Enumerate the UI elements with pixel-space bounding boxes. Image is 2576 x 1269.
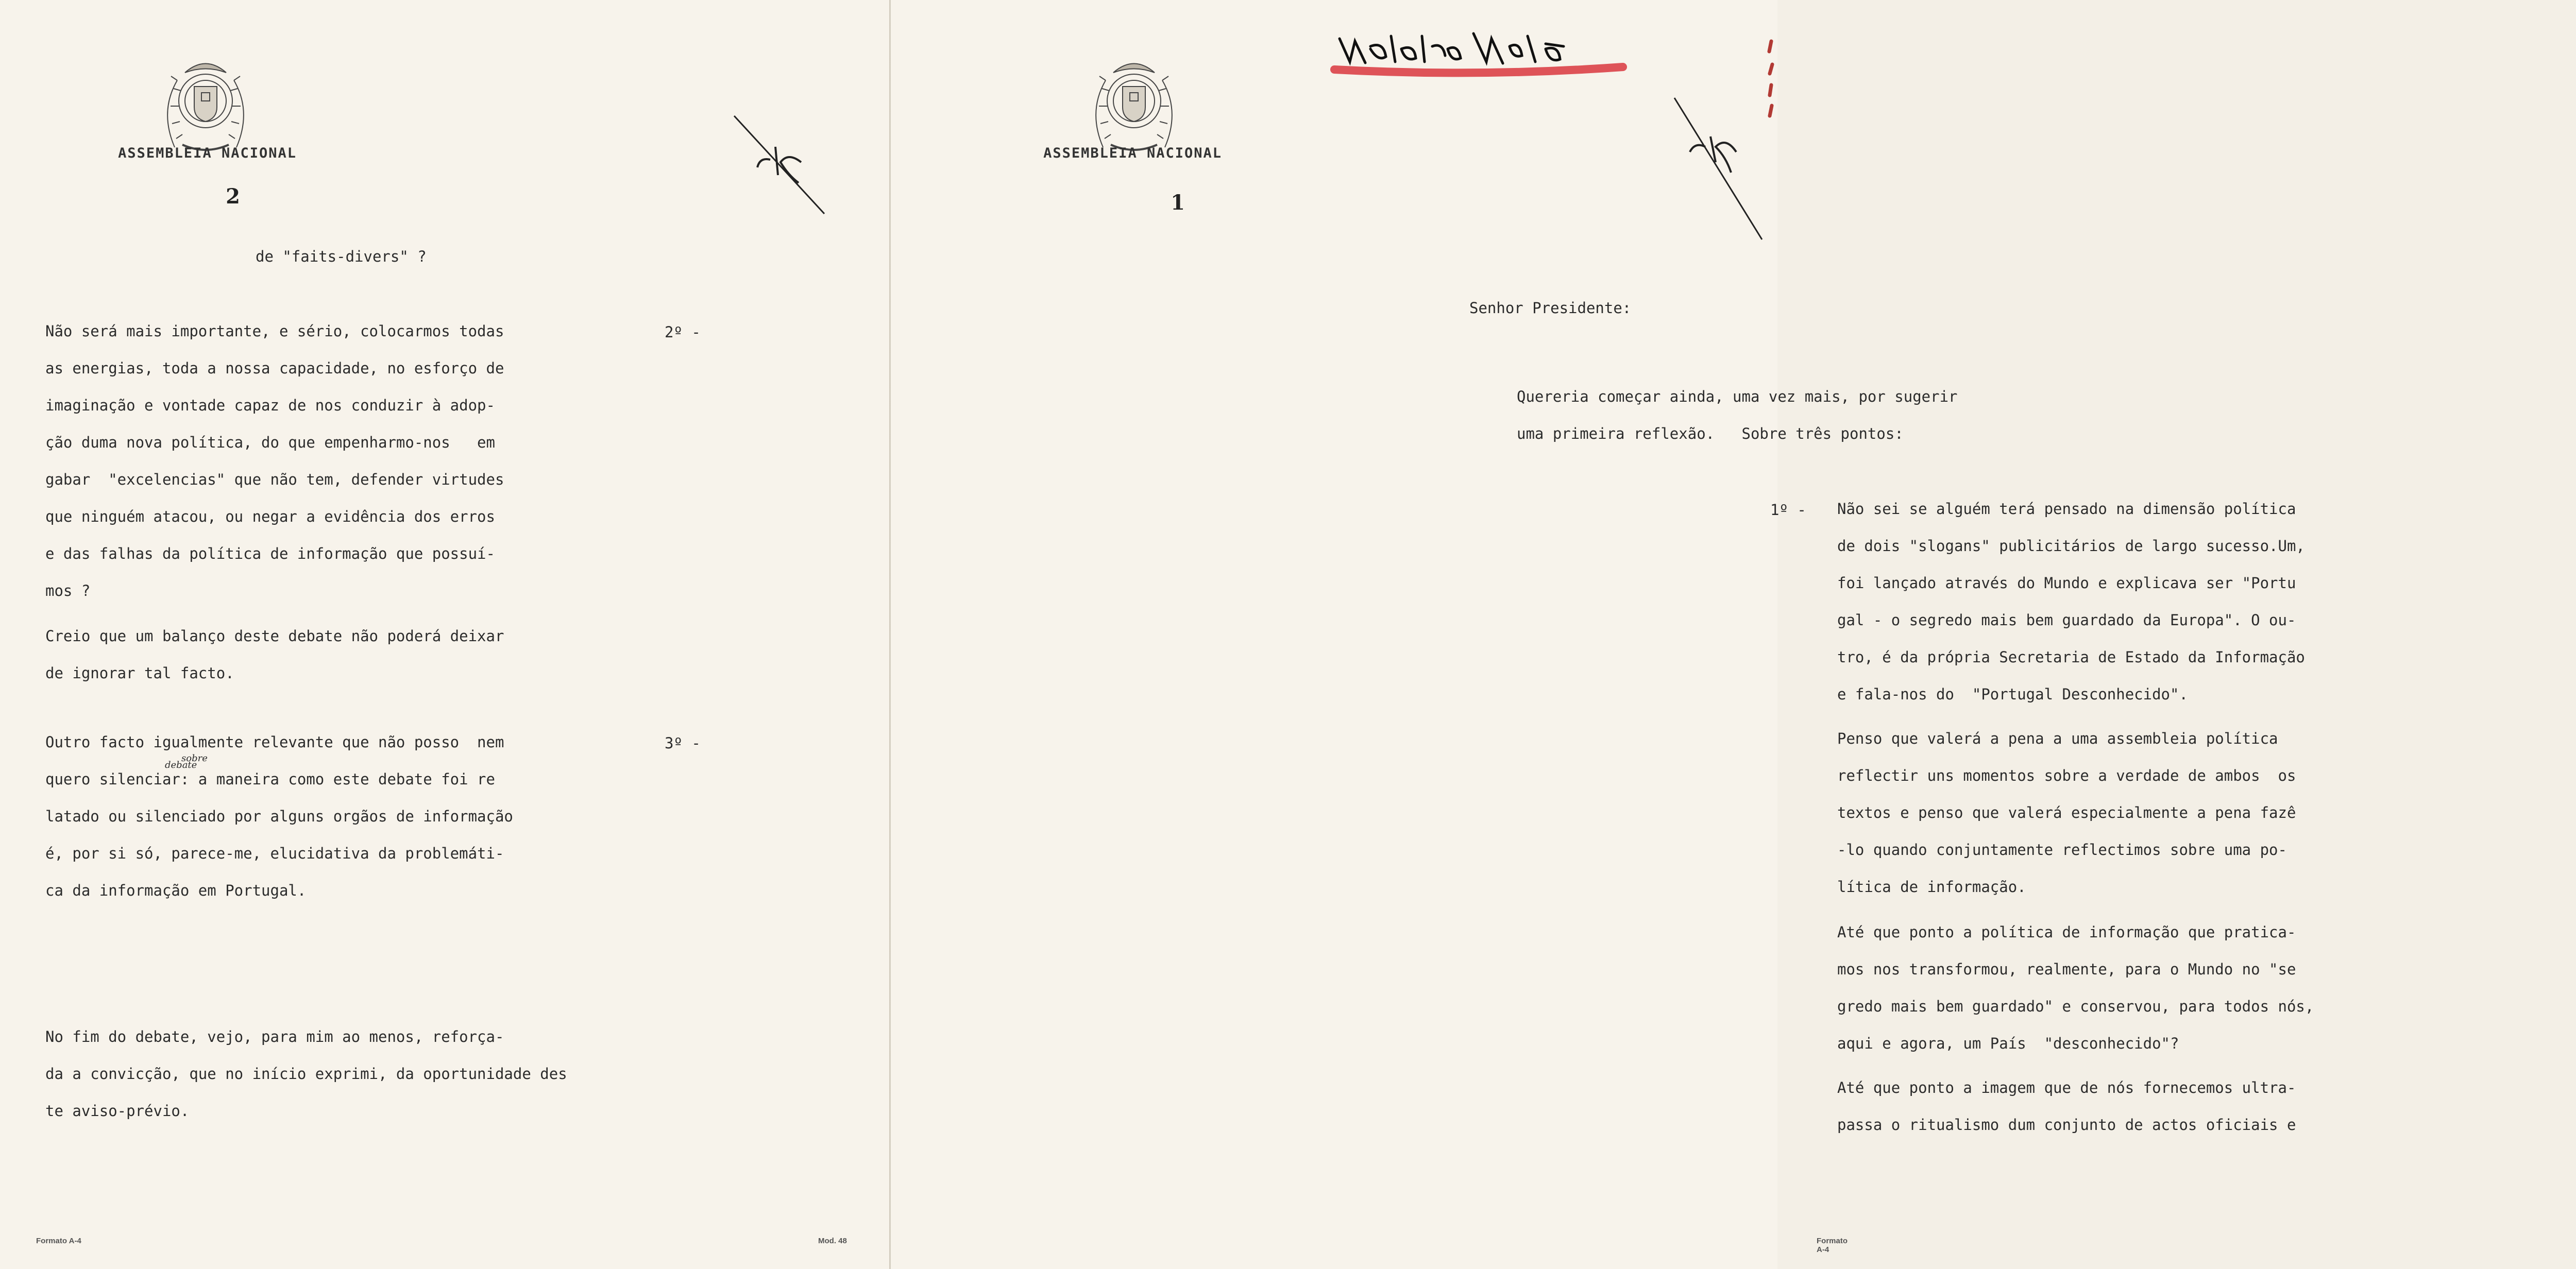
text-line: foi lançado através do Mundo e explicava ser "Portu [1837, 574, 2296, 592]
text-line: imaginação e vontade capaz de nos conduzir à adop- [45, 397, 495, 414]
text-line: lítica de informação. [1837, 878, 2026, 896]
footer-format: Formato A-4 [36, 1237, 81, 1245]
text-line: passa o ritualismo dum conjunto de actos oficiais e [1837, 1116, 2296, 1134]
page-number: 1 [1171, 191, 1185, 215]
point-number: 1º - [1770, 501, 1806, 519]
text-line: que ninguém atacou, ou negar a evidência dos erros [45, 508, 495, 525]
text-line: Não será mais importante, e sério, colocarmos todas [45, 322, 504, 340]
text-line: gredo mais bem guardado" e conservou, para todos nós, [1837, 998, 2314, 1015]
text-line: reflectir uns momentos sobre a verdade de ambos os [1837, 767, 2296, 784]
text-line: latado ou silenciado por alguns orgãos de informação [45, 808, 513, 825]
text-line: -lo quando conjuntamente reflectimos sobre uma po- [1837, 841, 2287, 859]
footer-mod: Mod. 48 [818, 1237, 847, 1245]
text-line: Não sei se alguém terá pensado na dimensão política [1837, 500, 2296, 518]
text-line: é, por si só, parece-me, elucidativa da problemáti- [45, 845, 504, 862]
letterhead-title: ASSEMBLEIA NACIONAL [118, 145, 297, 161]
page-two-text [0, 0, 889, 1269]
text-line: Até que ponto a política de informação que pratica- [1837, 923, 2296, 941]
text-line: as energias, toda a nossa capacidade, no esforço de [45, 359, 504, 377]
text-line: de dois "slogans" publicitários de largo sucesso.Um, [1837, 537, 2305, 555]
page-one-text [889, 0, 2314, 1269]
intro-line: Quereria começar ainda, uma vez mais, por sugerir [1517, 388, 1958, 405]
footer-format: Formato A-4 [1817, 1237, 1848, 1254]
text-line: quero silenciar: a maneira como este debate foi re [45, 770, 495, 788]
text-line: mos ? [45, 582, 91, 599]
handwritten-insert: debate [165, 760, 197, 770]
text-line: ca da informação em Portugal. [45, 882, 307, 899]
intro-line: uma primeira reflexão. Sobre três pontos: [1517, 425, 1904, 442]
salutation: Senhor Presidente: [1469, 299, 1632, 317]
text-line: e fala-nos do "Portugal Desconhecido". [1837, 685, 2188, 703]
text-line: da a convicção, que no início exprimi, da oportunidade des [45, 1065, 567, 1083]
page-two [0, 0, 889, 1269]
text-line: mos nos transformou, realmente, para o Mundo no "se [1837, 961, 2296, 978]
text-line: No fim do debate, vejo, para mim ao menos, reforça- [45, 1028, 504, 1045]
text-line: Penso que valerá a pena a uma assembleia política [1837, 730, 2278, 747]
text-line: aqui e agora, um País "desconhecido"? [1837, 1035, 2179, 1052]
point-number: 3º - [665, 734, 701, 752]
text-line: te aviso-prévio. [45, 1102, 190, 1120]
text-line: Outro facto igualmente relevante que não posso nem [45, 733, 504, 751]
page-one [889, 0, 2314, 1269]
text-line: Creio que um balanço deste debate não poderá deixar [45, 627, 504, 645]
text-line: Até que ponto a imagem que de nós fornecemos ultra- [1837, 1079, 2296, 1096]
text-line: de ignorar tal facto. [45, 664, 234, 682]
point-number: 2º - [665, 323, 701, 341]
text-line: gabar "excelencias" que não tem, defender virtudes [45, 471, 504, 488]
text-line: gal - o segredo mais bem guardado da Europa". O ou- [1837, 611, 2296, 629]
continuation-line: de "faits-divers" ? [256, 248, 427, 265]
text-line: textos e penso que valerá especialmente a pena fazê [1837, 804, 2296, 821]
letterhead-title: ASSEMBLEIA NACIONAL [1043, 145, 1222, 161]
text-line: ção duma nova política, do que empenharmo-nos em [45, 434, 495, 451]
handwritten-insert: sobre [181, 753, 208, 764]
text-line: e das falhas da política de informação que possuí- [45, 545, 495, 562]
text-line: tro, é da própria Secretaria de Estado da Informação [1837, 648, 2305, 666]
page-number: 2 [226, 184, 240, 209]
